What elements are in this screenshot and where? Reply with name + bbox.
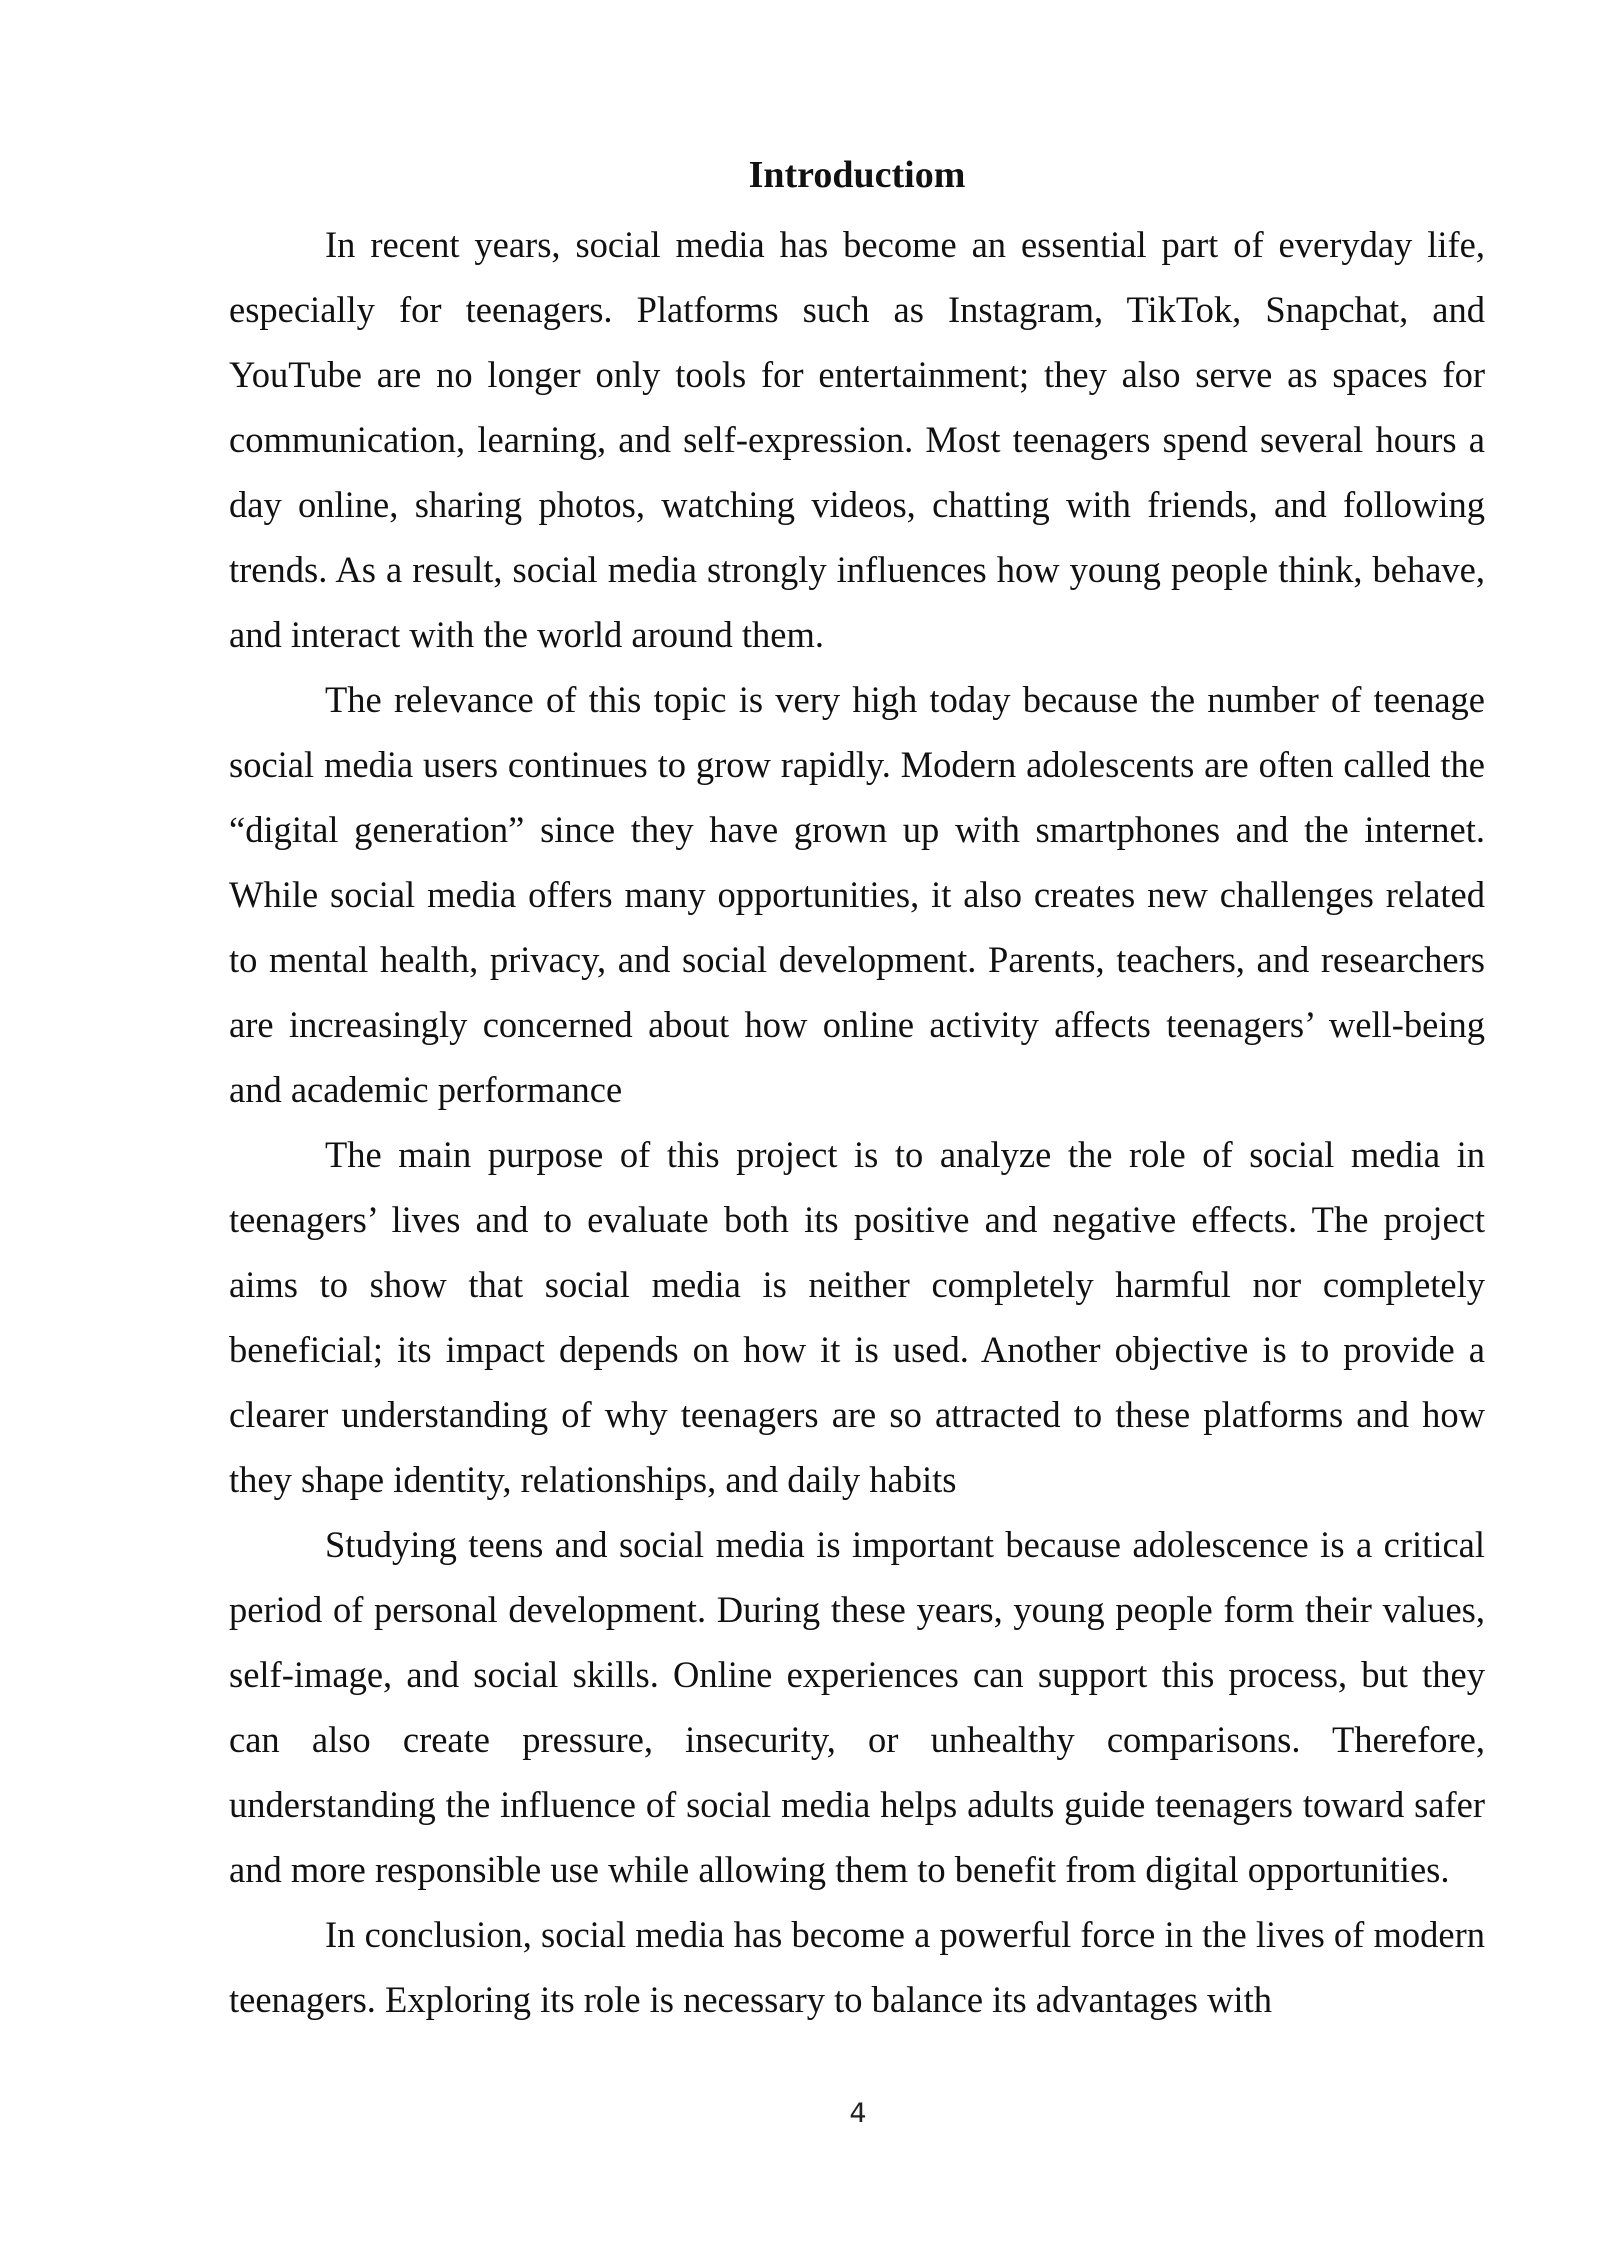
paragraph-relevance: The relevance of this topic is very high today because the number of teenage social media users continues to grow rapidly. Modern adolescents are often called the “digital generation” since they have grown up with smartphones and the internet. While social media offers many opportunities, it also creates new challenges related to mental health, privacy, and social development. Parents, teachers, and researchers are increasingly concerned about how online activity affects teenagers’ well-being and academic performance — [229, 679, 1485, 1110]
page-number: 4 — [849, 2098, 867, 2129]
paragraph-conclusion: In conclusion, social media has become a powerful force in the lives of modern teenagers. Exploring its role is necessary to balance its advantages with — [229, 1914, 1485, 2020]
paragraph-importance: Studying teens and social media is important because adolescence is a critical period of personal development. During these years, young people form their values, self-image, and social skills. Online experiences can support this process, but they can also create pressure, insecurity, or unhealthy comparisons. Therefore, understanding the influence of social media helps adults guide teenagers toward safer and more responsible use while allowing them to benefit from digital opportunities. — [229, 1524, 1485, 1890]
paragraph-purpose: The main purpose of this project is to analyze the role of social media in teenagers’ lives and to evaluate both its positive and negative effects. The project aims to show that social media is neither completely harmful nor completely beneficial; its impact depends on how it is used. Another objective is to provide a clearer understanding of why teenagers are so attracted to these platforms and how they shape identity, relationships, and daily habits — [229, 1134, 1485, 1500]
page-content — [229, 148, 1485, 2032]
paragraph-intro: In recent years, social media has become an essential part of everyday life, especially for teenagers. Platforms such as Instagram, TikTok, Snapchat, and YouTube are no longer only tools for entertainment; they also serve as spaces for communication, learning, and self-expression. Most teenagers spend several hours a day online, sharing photos, watching videos, chatting with friends, and following trends. As a result, social media strongly influences how young people think, behave, and interact with the world around them. — [229, 224, 1485, 655]
section-title: Introductiom — [748, 154, 966, 196]
